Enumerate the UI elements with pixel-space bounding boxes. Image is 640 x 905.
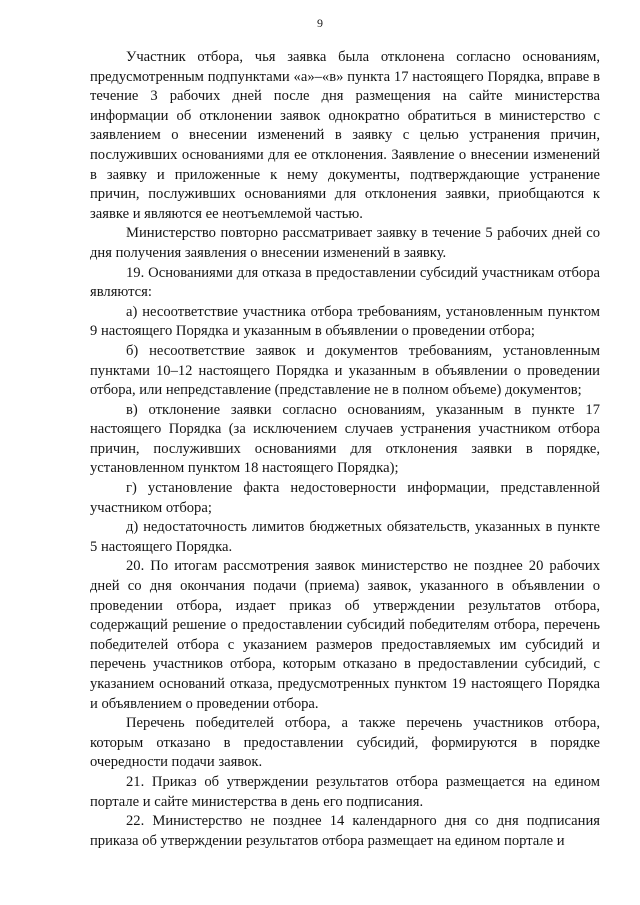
paragraph-item-22: 22. Министерство не позднее 14 календарного дня со дня подписания приказа об утверждении результатов отбора размещает на едином портале и <box>90 813 600 849</box>
paragraph-item-20: 20. По итогам рассмотрения заявок министерство не позднее 20 рабочих дней со дня окончания подачи (приема) заявок, указанного в объявлении о проведении отбора, издает приказ об утверждении результатов отбора, содержащий решение о предоставлении субсидий победителям отбора, перечень победителей отбора с указанием размеров предоставляемых им субсидий и перечень участников отбора, которым отказано в предоставлении субсидий, с указанием оснований отказа, предусмотренных пунктом 19 настоящего Порядка и объявлением о проведении отбора. <box>90 558 600 712</box>
paragraph-item-19: 19. Основаниями для отказа в предоставлении субсидий участникам отбора являются: <box>90 264 600 301</box>
paragraph-applicant-resubmission: Участник отбора, чья заявка была отклонена согласно основаниям, предусмотренным подпунктами «а»–«в» пункта 17 настоящего Порядка, вправе в течение 3 рабочих дней после дня размещения на сайте министерства информации об отклонении заявок однократно обратиться в министерство с заявлением о внесении изменений в заявку с целью устранения причин, послуживших основаниями для ее отклонения. Заявление о внесении изменений в заявку и приложенные к нему документы, подтверждающие устранение причин, послуживших основаниями для отклонения заявки, приобщаются к заявке и являются ее неотъемлемой частью. <box>90 49 600 222</box>
paragraph-repeat-review: Министерство повторно рассматривает заявку в течение 5 рабочих дней со дня получения заявления о внесении изменений в заявку. <box>90 225 600 261</box>
paragraph-item-19-v: в) отклонение заявки согласно основаниям, указанным в пункте 17 настоящего Порядка (за исключением случаев устранения участником отбора причин, послуживших основаниями для отклонения заявки в порядке, установленном пунктом 18 настоящего Порядка); <box>90 401 600 477</box>
paragraph-item-19-d: д) недостаточность лимитов бюджетных обязательств, указанных в пункте 5 настоящего Порядка. <box>90 519 600 555</box>
paragraph-item-19-a: а) несоответствие участника отбора требованиям, установленным пунктом 9 настоящего Порядка и указанным в объявлении о проведении отбора; <box>90 303 600 340</box>
paragraph-item-19-g: г) установление факта недостоверности информации, представленной участником отбора; <box>90 480 600 516</box>
paragraph-winners-list: Перечень победителей отбора, а также перечень участников отбора, которым отказано в предоставлении субсидий, формируются в порядке очередности подачи заявок. <box>90 715 600 771</box>
paragraph-item-21: 21. Приказ об утверждении результатов отбора размещается на едином портале и сайте министерства в день его подписания. <box>90 773 600 810</box>
paragraph-item-19-b: б) несоответствие заявок и документов требованиям, установленным пунктами 10–12 настоящего Порядка и указанным в объявлении о проведении отбора, или непредставление (представление не в полном объеме) документов; <box>90 342 600 399</box>
document-body <box>90 48 600 851</box>
page-number: 9 <box>317 16 323 30</box>
